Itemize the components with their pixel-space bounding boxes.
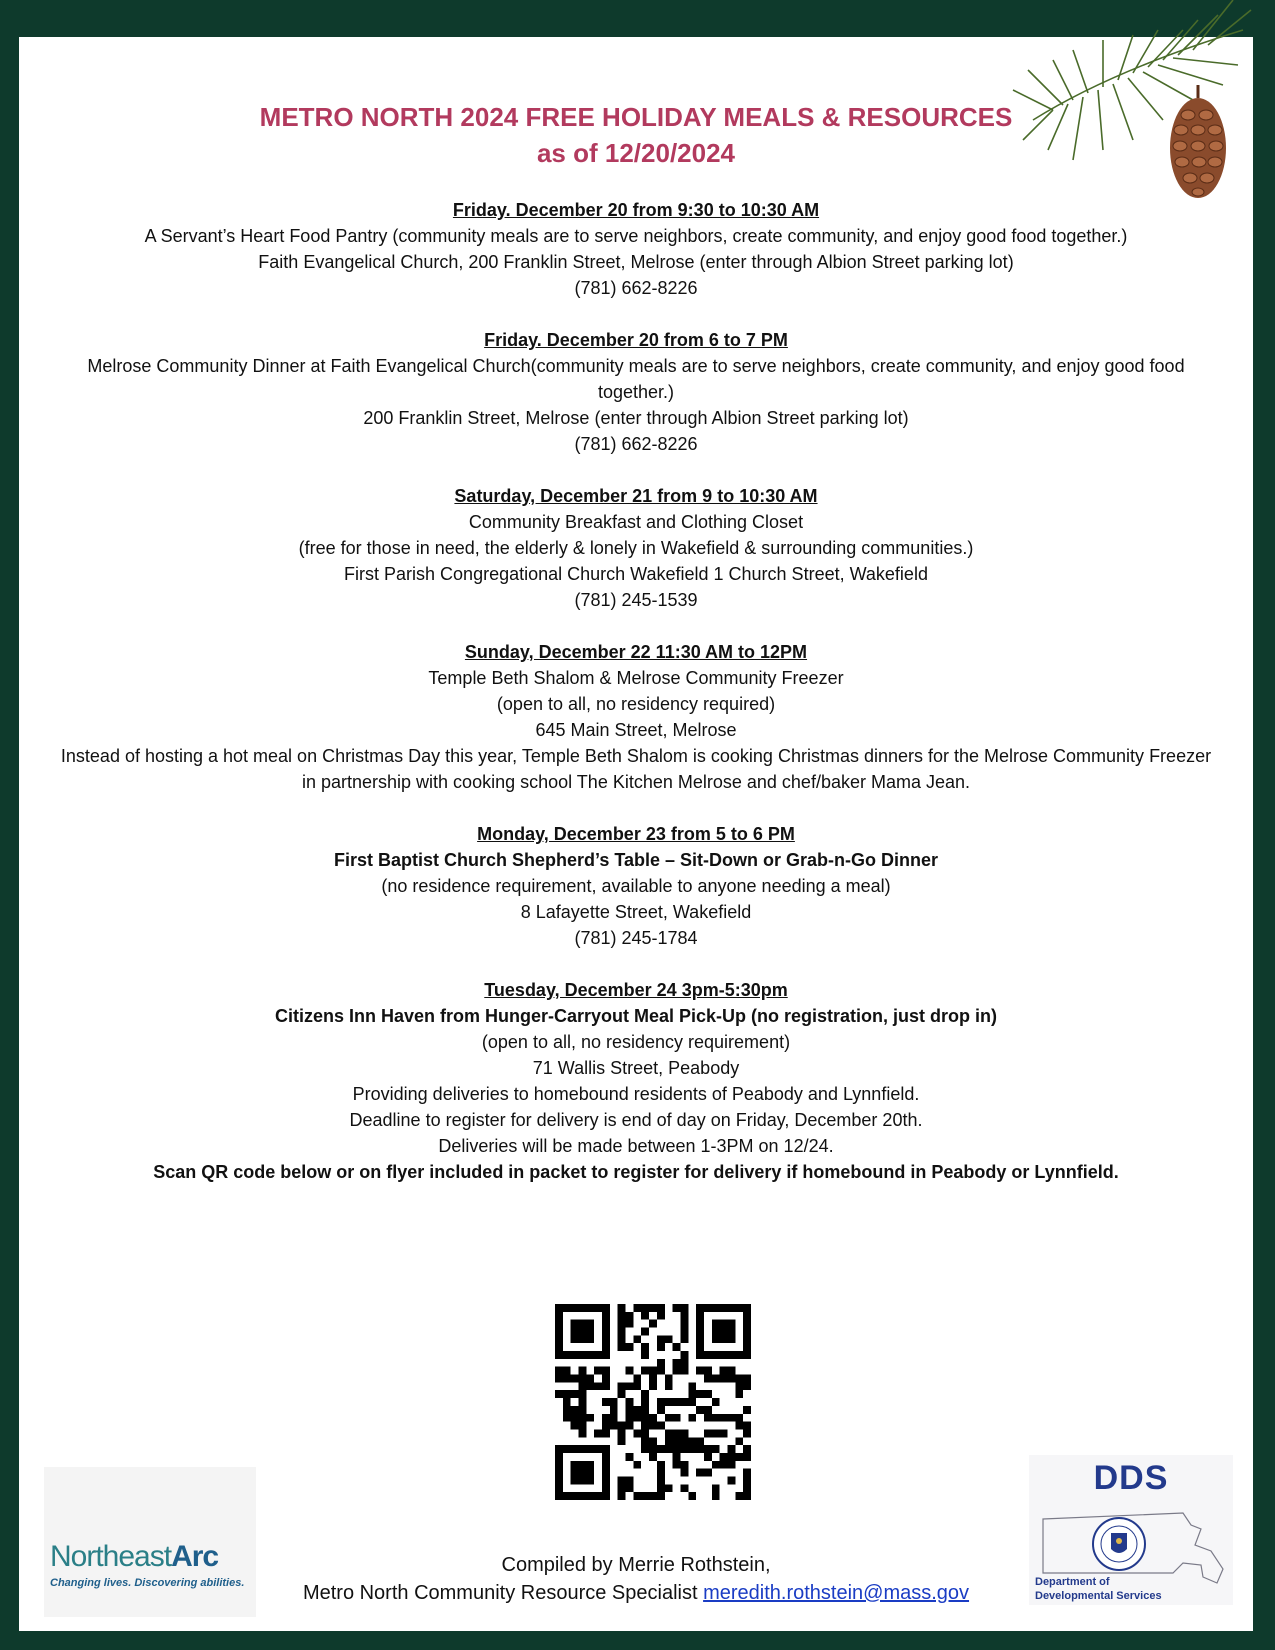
event-item (59, 639, 1213, 795)
event-line: (free for those in need, the elderly & lonely in Wakefield & surrounding communities.) (298, 538, 974, 558)
event-line: 200 Franklin Street, Melrose (enter through Albion Street parking lot) (363, 408, 909, 428)
event-item (59, 197, 1213, 301)
footer-credit (259, 1551, 1013, 1607)
event-line: Providing deliveries to homebound residents of Peabody and Lynnfield. (352, 1084, 920, 1104)
event-item (59, 977, 1213, 1185)
event-line: (781) 662-8226 (574, 278, 698, 298)
event-line: Faith Evangelical Church, 200 Franklin Street, Melrose (enter through Albion Street parking lot) (258, 252, 1014, 272)
flyer-page (19, 37, 1253, 1631)
event-title: Citizens Inn Haven from Hunger-Carryout Meal Pick-Up (no registration, just drop in) (274, 1006, 998, 1026)
event-line: Melrose Community Dinner at Faith Evangelical Church(community meals are to serve neighbors, create community, and enjoy good food together.) (87, 356, 1185, 402)
event-heading: Monday, December 23 from 5 to 6 PM (477, 824, 795, 844)
event-line: Instead of hosting a hot meal on Christmas Day this year, Temple Beth Shalom is cooking Christmas dinners for the Melrose Community Freezer in partnership with cooking school The Kitchen Melrose and chef/baker Mama Jean. (60, 746, 1212, 792)
event-heading: Sunday, December 22 11:30 AM to 12PM (464, 642, 808, 662)
dds-logo (1029, 1455, 1233, 1605)
event-heading: Friday. December 20 from 9:30 to 10:30 AM (452, 200, 820, 220)
event-line: Temple Beth Shalom & Melrose Community Freezer (428, 668, 844, 688)
event-line: (781) 245-1784 (574, 928, 698, 948)
dds-logo-title: DDS (1093, 1459, 1169, 1497)
event-line: 71 Wallis Street, Peabody (532, 1058, 740, 1078)
title-line-1: METRO NORTH 2024 FREE HOLIDAY MEALS & RESOURCES (259, 102, 1013, 132)
event-line: (no residence requirement, available to anyone needing a meal) (381, 876, 891, 896)
event-line: A Servant’s Heart Food Pantry (community meals are to serve neighbors, create community, and enjoy good food together.) (144, 226, 1128, 246)
event-item (59, 821, 1213, 951)
event-heading: Friday. December 20 from 6 to 7 PM (484, 330, 788, 350)
event-line: (open to all, no residency required) (496, 694, 776, 714)
event-heading: Saturday, December 21 from 9 to 10:30 AM (454, 486, 818, 506)
email-link[interactable]: meredith.rothstein@mass.gov (703, 1582, 970, 1604)
event-line: (781) 662-8226 (574, 434, 698, 454)
page-title (19, 99, 1253, 171)
event-line: Community Breakfast and Clothing Closet (468, 512, 804, 532)
arc-logo-tagline: Changing lives. Discovering abilities. (50, 1577, 245, 1589)
event-item (59, 483, 1213, 613)
title-line-2: as of 12/20/2024 (536, 138, 736, 168)
event-line: 8 Lafayette Street, Wakefield (520, 902, 752, 922)
northeast-arc-logo (44, 1467, 256, 1617)
event-line: Deadline to register for delivery is end of day on Friday, December 20th. (349, 1110, 923, 1130)
dds-logo-caption: Department of Developmental Services (1035, 1576, 1162, 1602)
arc-logo-name: NortheastArc (50, 1540, 219, 1573)
event-item (59, 327, 1213, 457)
event-line: 645 Main Street, Melrose (535, 720, 737, 740)
qr-code[interactable] (555, 1304, 751, 1500)
footer-line-1: Compiled by Merrie Rothstein, (501, 1554, 771, 1576)
footer-line-2: Metro North Community Resource Specialist meredith.rothstein@mass.gov (302, 1582, 970, 1604)
event-title: First Baptist Church Shepherd’s Table – Sit-Down or Grab-n-Go Dinner (333, 850, 939, 870)
event-line: (open to all, no residency requirement) (481, 1032, 791, 1052)
qr-instruction: Scan QR code below or on flyer included in packet to register for delivery if homebound in Peabody or Lynnfield. (153, 1162, 1119, 1182)
event-line: Deliveries will be made between 1-3PM on 12/24. (438, 1136, 834, 1156)
events-list (59, 197, 1213, 1211)
event-line: (781) 245-1539 (574, 590, 698, 610)
event-line: First Parish Congregational Church Wakefield 1 Church Street, Wakefield (344, 564, 928, 584)
event-heading: Tuesday, December 24 3pm-5:30pm (484, 980, 788, 1000)
